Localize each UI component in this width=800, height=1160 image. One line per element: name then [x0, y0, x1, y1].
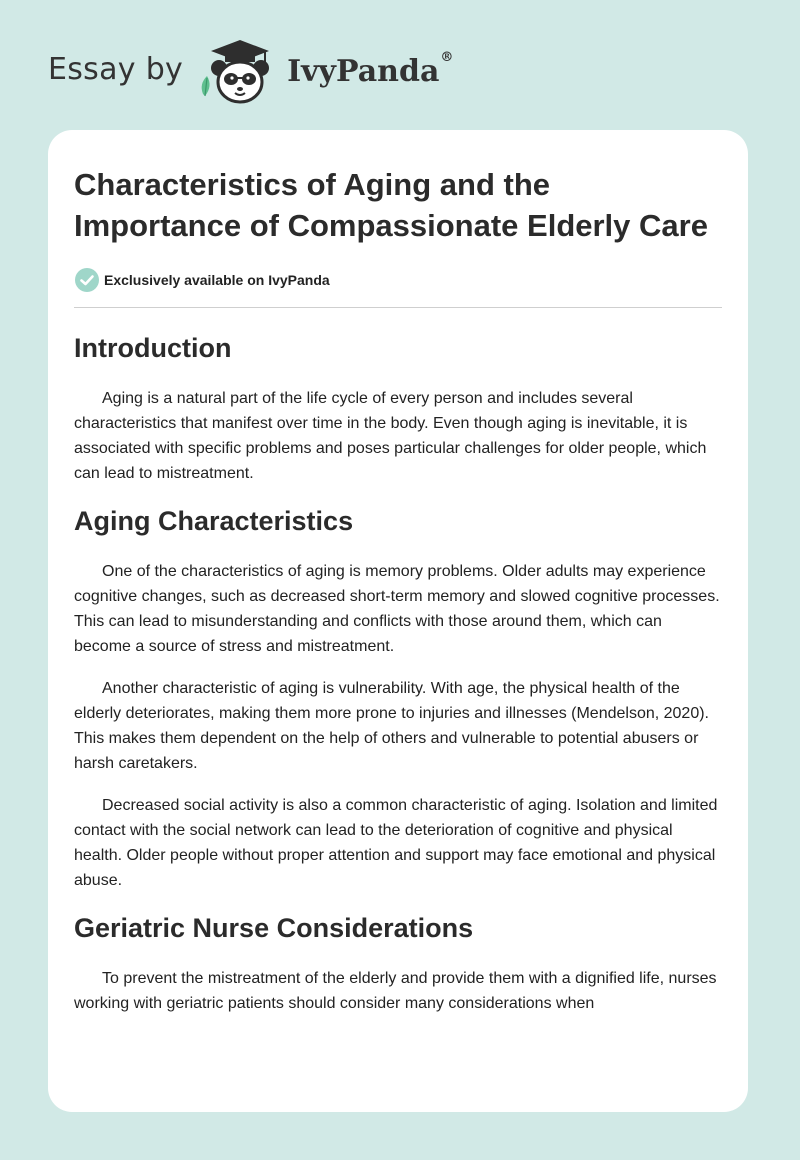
paragraph: Another characteristic of aging is vulnerability. With age, the physical health of the elderly deteriorates, making them more prone to injuries and illnesses (Mendelson, 2020). This makes them dependent on the help of others and vulnerable to potential abusers or harsh caretakers.: [74, 680, 709, 772]
divider: [74, 307, 722, 308]
paragraph: Aging is a natural part of the life cycle of every person and includes several characteristics that manifest over time in the body. Even though aging is inevitable, it is associated with specific problems and poses particular challenges for older people, which can lead to mistreatment.: [74, 390, 707, 482]
section-geriatric-nurse-considerations: [74, 910, 722, 1016]
page-title: Characteristics of Aging and the Importance of Compassionate Elderly Care: [74, 167, 708, 243]
panda-graduate-icon: [197, 36, 283, 108]
section-heading: Aging Characteristics: [74, 506, 354, 536]
paragraph: Decreased social activity is also a common characteristic of aging. Isolation and limited contact with the social network can lead to the deterioration of cognitive and physical health. Older people without proper attention and support may face emotional and physical abuse.: [74, 797, 718, 889]
paragraph: To prevent the mistreatment of the elderly and provide them with a dignified life, nurses working with geriatric patients should consider many considerations when: [74, 970, 717, 1012]
section-heading: Introduction: [74, 333, 232, 363]
section-introduction: [74, 330, 722, 486]
section-aging-characteristics: [74, 503, 722, 893]
badge-label: Exclusively available on IvyPanda: [104, 272, 330, 288]
exclusive-badge: [74, 267, 722, 293]
essay-card: [48, 130, 748, 1112]
section-heading: Geriatric Nurse Considerations: [74, 913, 474, 943]
brand-prefix: Essay by: [48, 51, 184, 87]
check-circle-icon: [74, 267, 100, 293]
brand-header: [48, 36, 453, 108]
paragraph: One of the characteristics of aging is memory problems. Older adults may experience cognitive changes, such as decreased short-term memory and slowed cognitive processes. This can lead to misunderstanding and conflicts with those around them, which can become a source of stress and mistreatment.: [74, 563, 720, 655]
brand-name: IvyPanda®: [287, 49, 454, 89]
